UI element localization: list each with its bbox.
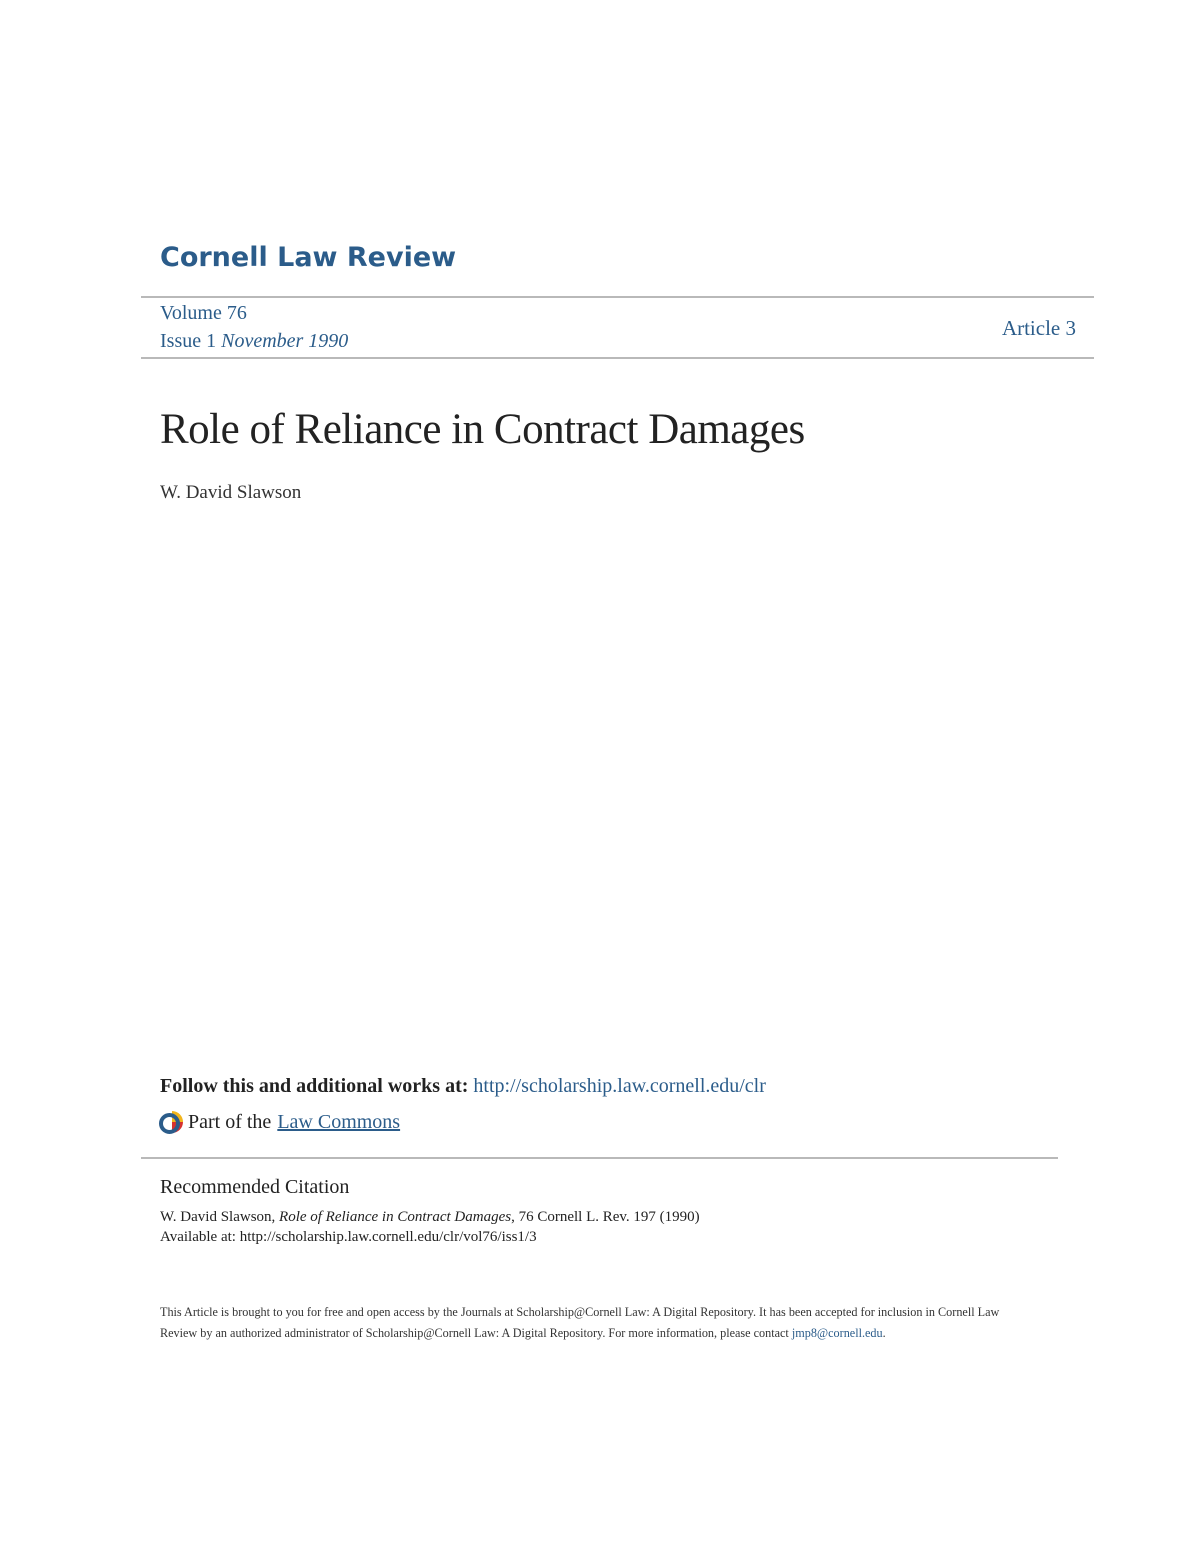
citation-text [160, 1207, 700, 1247]
article-number[interactable]: Article 3 [1001, 316, 1076, 340]
citation-author: W. David Slawson, [160, 1209, 276, 1225]
header-rule-top [141, 296, 1094, 298]
follow-line [160, 1075, 766, 1098]
citation-line [160, 1207, 700, 1227]
issue-date: November 1990 [221, 330, 349, 352]
digital-commons-icon [158, 1108, 186, 1136]
commons-line [158, 1108, 400, 1136]
journal-title[interactable]: Cornell Law Review [160, 242, 457, 273]
issue-link[interactable]: Issue 1 [160, 330, 217, 352]
citation-available: Available at: http://scholarship.law.cornell.edu/clr/vol76/iss1/3 [160, 1229, 537, 1245]
issue-line[interactable] [160, 330, 348, 353]
footer-body: This Article is brought to you for free and open access by the Journals at Scholarship@Cornell Law: A Digital Repository. It has been accepted for inclusion in Cornell Law Review by an authorized administrator of Scholarship@Cornell Law: A Digital Repository. For more information, please contact [160, 1305, 1000, 1340]
part-of-label: Part of the [188, 1110, 272, 1133]
citation-title: Role of Reliance in Contract Damages [279, 1209, 512, 1225]
paper-title: Role of Reliance in Contract Damages [160, 406, 805, 453]
follow-url-link[interactable]: http://scholarship.law.cornell.edu/clr [473, 1075, 766, 1097]
citation-rule [141, 1157, 1058, 1159]
footer-end: . [882, 1326, 886, 1340]
law-commons-link[interactable]: Law Commons [277, 1110, 401, 1133]
header-rule-bottom [141, 357, 1094, 359]
contact-email-link[interactable]: jmp8@cornell.edu [791, 1326, 883, 1340]
citation-suffix: , 76 Cornell L. Rev. 197 (1990) [511, 1209, 700, 1225]
follow-label: Follow this and additional works at: [160, 1075, 469, 1097]
volume-link[interactable]: Volume 76 [160, 302, 247, 324]
footer-notice [160, 1302, 1020, 1344]
citation-heading: Recommended Citation [160, 1176, 350, 1198]
paper-author: W. David Slawson [160, 482, 302, 503]
